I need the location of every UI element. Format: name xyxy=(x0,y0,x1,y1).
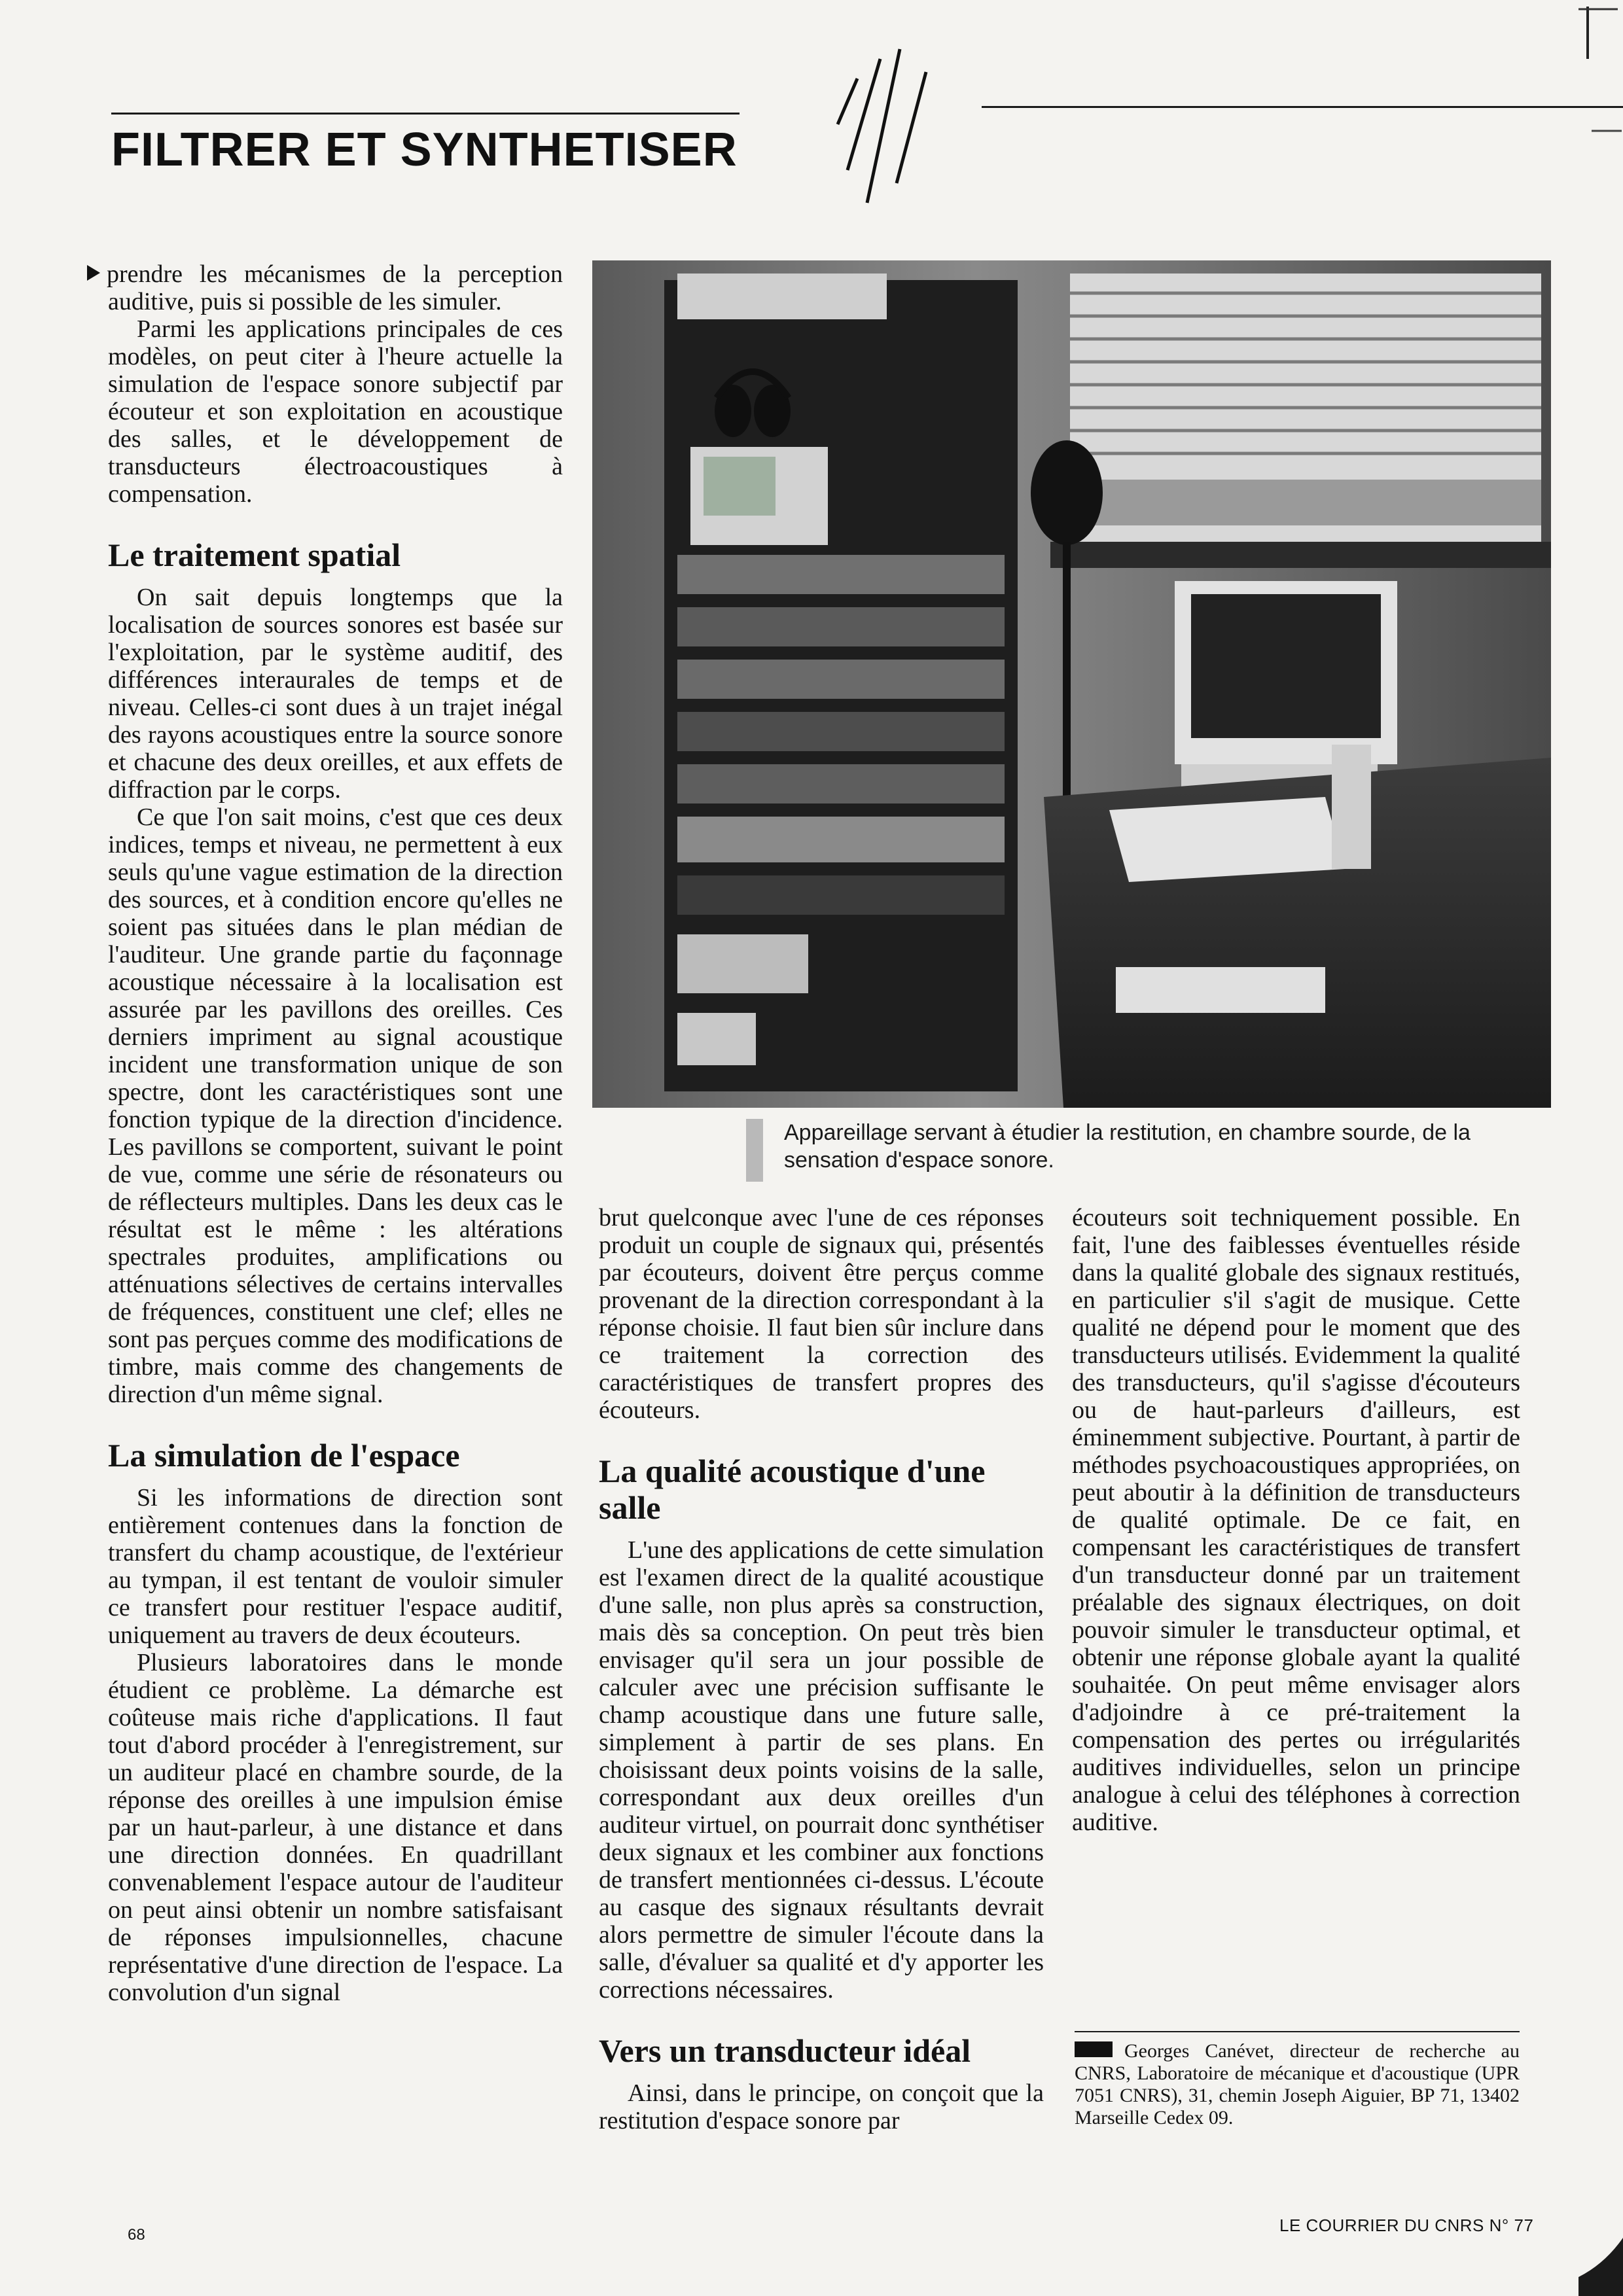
paragraph: Si les informations de direction sont entièrement contenues dans la fonction de transfert du champ acoustique, de l'extérieur au tympan, il est tentant de vouloir simuler ce transfert pour restituer l'espace auditif, uniquement au travers de deux écouteurs. xyxy=(108,1484,563,1649)
author-marker xyxy=(1075,2041,1113,2057)
paragraph: Plusieurs laboratoires dans le monde étudient ce problème. La démarche est coûteuse mais riche d'applications. Il faut tout d'abord procéder à l'enregistrement, sur un auditeur placé en chambre sourde, de la réponse des oreilles à une impulsion émise par un haut-parleur, à une distance et dans une direction données. En quadrillant convenablement l'espace autour de l'auditeur on peut ainsi obtenir un nombre satisfaisant de réponses impulsionnelles, chacune représentative d'une direction de l'espace. La convolution d'un signal xyxy=(108,1649,563,2006)
paragraph: L'une des applications de cette simulation est l'examen direct de la qualité acoustique d'une salle, non plus après sa construction, mais dès sa conception. On peut très bien envisager qu'il sera un jour possible de calculer avec une précision suffisante le champ acoustique dans une future salle, simplement à partir de ses plans. En choisissant deux points voisins de la salle, correspondant aux deux oreilles d'un auditeur virtuel, on pourrait donc synthétiser deux signaux et les combiner aux fonctions de transfert mentionnées ci-dessus. L'écoute au casque des signaux résultants devrait alors permettre de simuler l'écoute dans la salle, d'évaluer sa qualité et d'y apporter les corrections nécessaires. xyxy=(599,1536,1044,2004)
paragraph: Parmi les applications principales de ces modèles, on peut citer à l'heure actuelle la simulation de l'espace sonore subjectif par écouteur et son exploitation en acoustique des salles, et le développement de transducteurs électroacoustiques à compensation. xyxy=(108,315,563,508)
page-number: 68 xyxy=(128,2226,145,2244)
journal-name: LE COURRIER DU CNRS N° 77 xyxy=(1279,2216,1534,2235)
scan-edge xyxy=(1578,0,1623,2296)
paragraph: Ce que l'on sait moins, c'est que ces deux indices, temps et niveau, ne permettent à eux seuls qu'une vague estimation de la direction des sources, et à condition encore qu'elles ne soient pas situées dans le plan médian de l'auditeur. Une grande partie du façonnage acoustique nécessaire à la localisation est assurée par les pavillons des oreilles. Ces derniers impriment au signal acoustique incident une transformation unique de son spectre, dont les caractéristiques sont une fonction typique de la direction d'incidence. Les pavillons se comportent, suivant le point de vue, comme une série de résonateurs ou de réflecteurs multiples. Dans les deux cas le résultat est le même : les altérations spectrales produites, amplifications ou atténuations sélectives de certains intervalles de fréquences, constituent une clef; elles ne sont pas perçues comme des modifications de timbre, mais comme des changements de direction d'un même signal. xyxy=(108,804,563,1408)
slashes-ornament xyxy=(740,39,975,222)
paragraph: Ainsi, dans le principe, on conçoit que la restitution d'espace sonore par xyxy=(599,2079,1044,2134)
column-1 xyxy=(108,260,563,2006)
author-note: Georges Canévet, directeur de recherche au CNRS, Laboratoire de mécanique et d'acoustique (UPR 7051 CNRS), 31, chemin Joseph Aiguier, BP 71, 13402 Marseille Cedex 09. xyxy=(1075,2040,1520,2128)
header-rule-left xyxy=(111,113,740,115)
column-3 xyxy=(1072,1204,1520,1836)
paragraph-continued: écouteurs soit techniquement possible. En fait, l'une des faiblesses éventuelles réside dans la qualité globale des signaux restitués, en particulier s'il s'agit de musique. Cette qualité ne dépend pour le moment que des transducteurs utilisés. Evidemment la qualité des transducteurs, qu'il s'agisse d'écouteurs ou de haut-parleurs d'ailleurs, est éminemment subjective. Pourtant, à partir de méthodes psychoacoustiques appropriées, on peut aboutir à la définition de transducteurs de qualité optimale. De ce fait, en compensant les caractéristiques de transfert d'un transducteur donné par un traitement préalable des signaux électriques, on doit pouvoir simuler le transducteur optimal, et obtenir une réponse globale ayant la qualité souhaitée. On peut même envisager alors d'adjoindre à ce pré-traitement la compensation des pertes ou irrégularités auditives individuelles, selon un principe analogue à celui des téléphones à correction auditive. xyxy=(1072,1204,1520,1836)
subheading-transducteur-ideal: Vers un transducteur idéal xyxy=(599,2032,971,2069)
equipment-photo xyxy=(592,260,1551,1108)
article-header xyxy=(111,39,1590,222)
paragraph-continued: brut quelconque avec l'une de ces réponses produit un couple de signaux qui, présentés par écouteurs, doivent être perçus comme provenant de la direction correspondant à la réponse choisie. Il faut bien sûr inclure dans ce traitement la correction des caractéristiques de transfert propres des écouteurs. xyxy=(599,1204,1044,1424)
section-title: FILTRER ET SYNTHETISER xyxy=(111,124,738,176)
photo-caption: Appareillage servant à étudier la restitution, en chambre sourde, de la sensation d'espace sonore. xyxy=(746,1119,1531,1174)
paragraph: On sait depuis longtemps que la localisation de sources sonores est basée sur l'exploitation, par le système auditif, des différences interaurales de temps et de niveau. Celles-ci sont dues à un trajet inégal des rayons acoustiques entre la source sonore et chacune des deux oreilles, et aux effets de diffraction par le corps. xyxy=(108,584,563,804)
column-2 xyxy=(599,1204,1044,2134)
caption-bar xyxy=(746,1119,763,1182)
subheading-qualite-salle: La qualité acoustique d'une salle xyxy=(599,1453,986,1526)
continuation-arrow-icon xyxy=(87,265,100,281)
paragraph-continued: prendre les mécanismes de la perception auditive, puis si possible de les simuler. xyxy=(108,260,563,315)
subheading-simulation-espace: La simulation de l'espace xyxy=(108,1437,460,1474)
subheading-traitement-spatial: Le traitement spatial xyxy=(108,537,401,573)
author-rule xyxy=(1075,2031,1520,2032)
header-rule-right xyxy=(982,106,1623,108)
